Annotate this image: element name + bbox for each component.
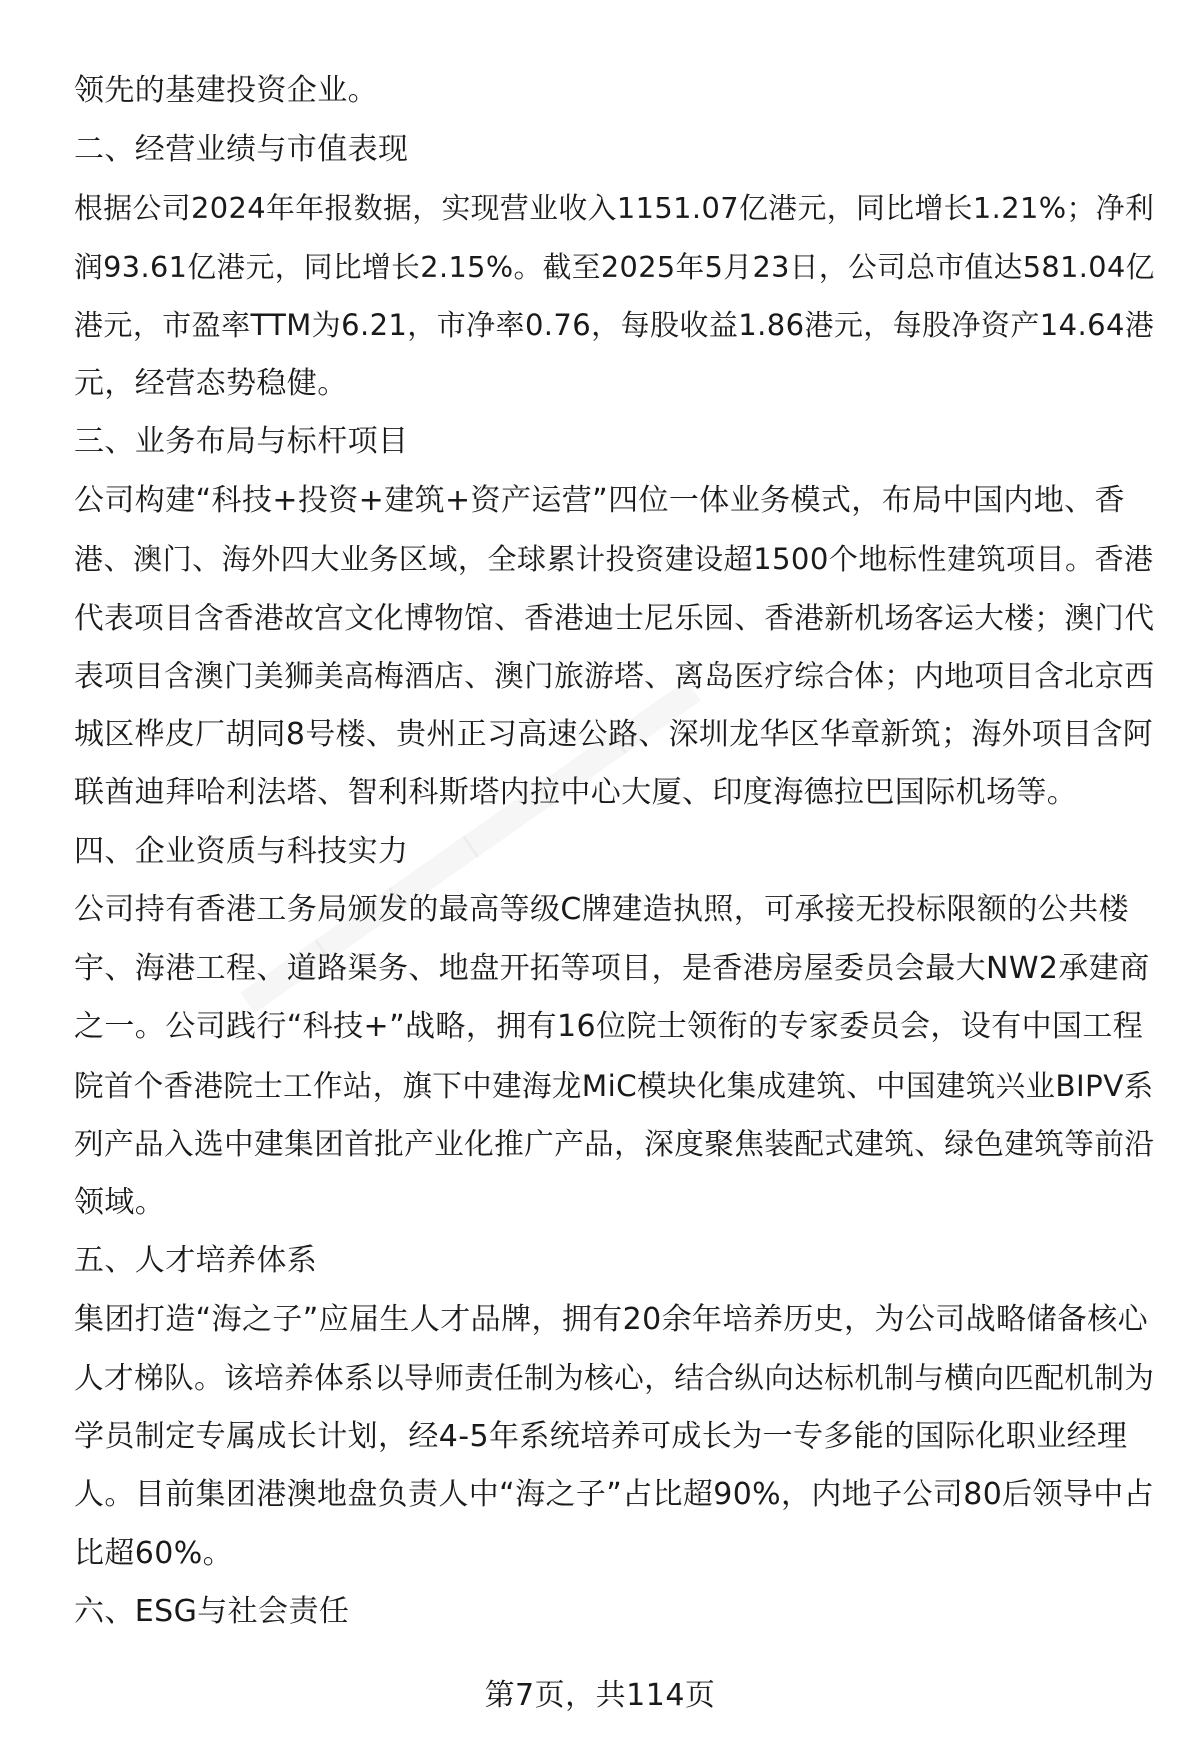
text-line: 港、澳门、海外四大业务区域，全球累计投资建设超1500个地标性建筑项目。香港	[74, 542, 1154, 576]
section-heading: 四、企业资质与科技实力	[74, 833, 409, 869]
section-heading: 六、ESG与社会责任	[74, 1594, 350, 1629]
text-line: 表项目含澳门美狮美高梅酒店、澳门旅游塔、离岛医疗综合体；内地项目含北京西	[74, 659, 1155, 693]
text-line: 院首个香港院士工作站，旗下中建海龙MiC模块化集成建筑、中国建筑兴业BIPV系	[74, 1068, 1154, 1103]
text-line: 宇、海港工程、道路渠务、地盘开拓等项目，是香港房屋委员会最大NW2承建商	[74, 950, 1150, 986]
text-line: 领先的基建投资企业。	[74, 73, 378, 108]
text-line: 根据公司2024年年报数据，实现营业收入1151.07亿港元，同比增长1.21%；净利	[74, 191, 1155, 225]
text-line: 人。目前集团港澳地盘负责人中“海之子”占比超90%，内地子公司80后领导中占	[74, 1477, 1155, 1512]
text-line: 润93.61亿港元，同比增长2.15%。截至2025年5月23日，公司总市值达581.04亿	[74, 249, 1155, 284]
text-line: 元，经营态势稳健。	[74, 365, 348, 401]
text-line: 港元，市盈率TTM为6.21，市净率0.76，每股收益1.86港元，每股净资产14.64港	[74, 308, 1155, 342]
text-line: 之一。公司践行“科技+”战略，拥有16位院士领衔的专家委员会，设有中国工程	[74, 1009, 1144, 1044]
text-line: 人才梯队。该培养体系以导师责任制为核心，结合纵向达标机制与横向匹配机制为	[74, 1361, 1155, 1395]
text-line: 集团打造“海之子”应届生人才品牌，拥有20余年培养历史，为公司战略储备核心	[74, 1301, 1149, 1337]
text-line: 城区桦皮厂胡同8号楼、贵州正习高速公路、深圳龙华区华章新筑；海外项目含阿	[74, 716, 1154, 752]
text-line: 比超60%。	[74, 1535, 234, 1571]
text-line: 列产品入选中建集团首批产业化推广产品，深度聚焦装配式建筑、绿色建筑等前沿	[74, 1127, 1155, 1161]
document-body	[74, 62, 1154, 1642]
page-number: 第7页，共114页	[484, 1678, 716, 1713]
text-line: 公司持有香港工务局颁发的最高等级C牌建造执照，可承接无投标限额的公共楼	[74, 892, 1129, 927]
text-line: 联酋迪拜哈利法塔、智利科斯塔内拉中心大厦、印度海德拉巴国际机场等。	[74, 775, 1078, 810]
text-line: 学员制定专属成长计划，经4-5年系统培养可成长为一专多能的国际化职业经理	[74, 1418, 1128, 1454]
section-heading: 三、业务布局与标杆项目	[74, 424, 409, 459]
text-line: 代表项目含香港故宫文化博物馆、香港迪士尼乐园、香港新机场客运大楼；澳门代	[74, 600, 1155, 635]
text-line: 领域。	[74, 1184, 166, 1220]
text-line: 公司构建“科技+投资+建筑+资产运营”四位一体业务模式，布局中国内地、香	[74, 482, 1125, 518]
section-heading: 五、人才培养体系	[74, 1243, 318, 1278]
section-heading: 二、经营业绩与市值表现	[74, 131, 409, 167]
